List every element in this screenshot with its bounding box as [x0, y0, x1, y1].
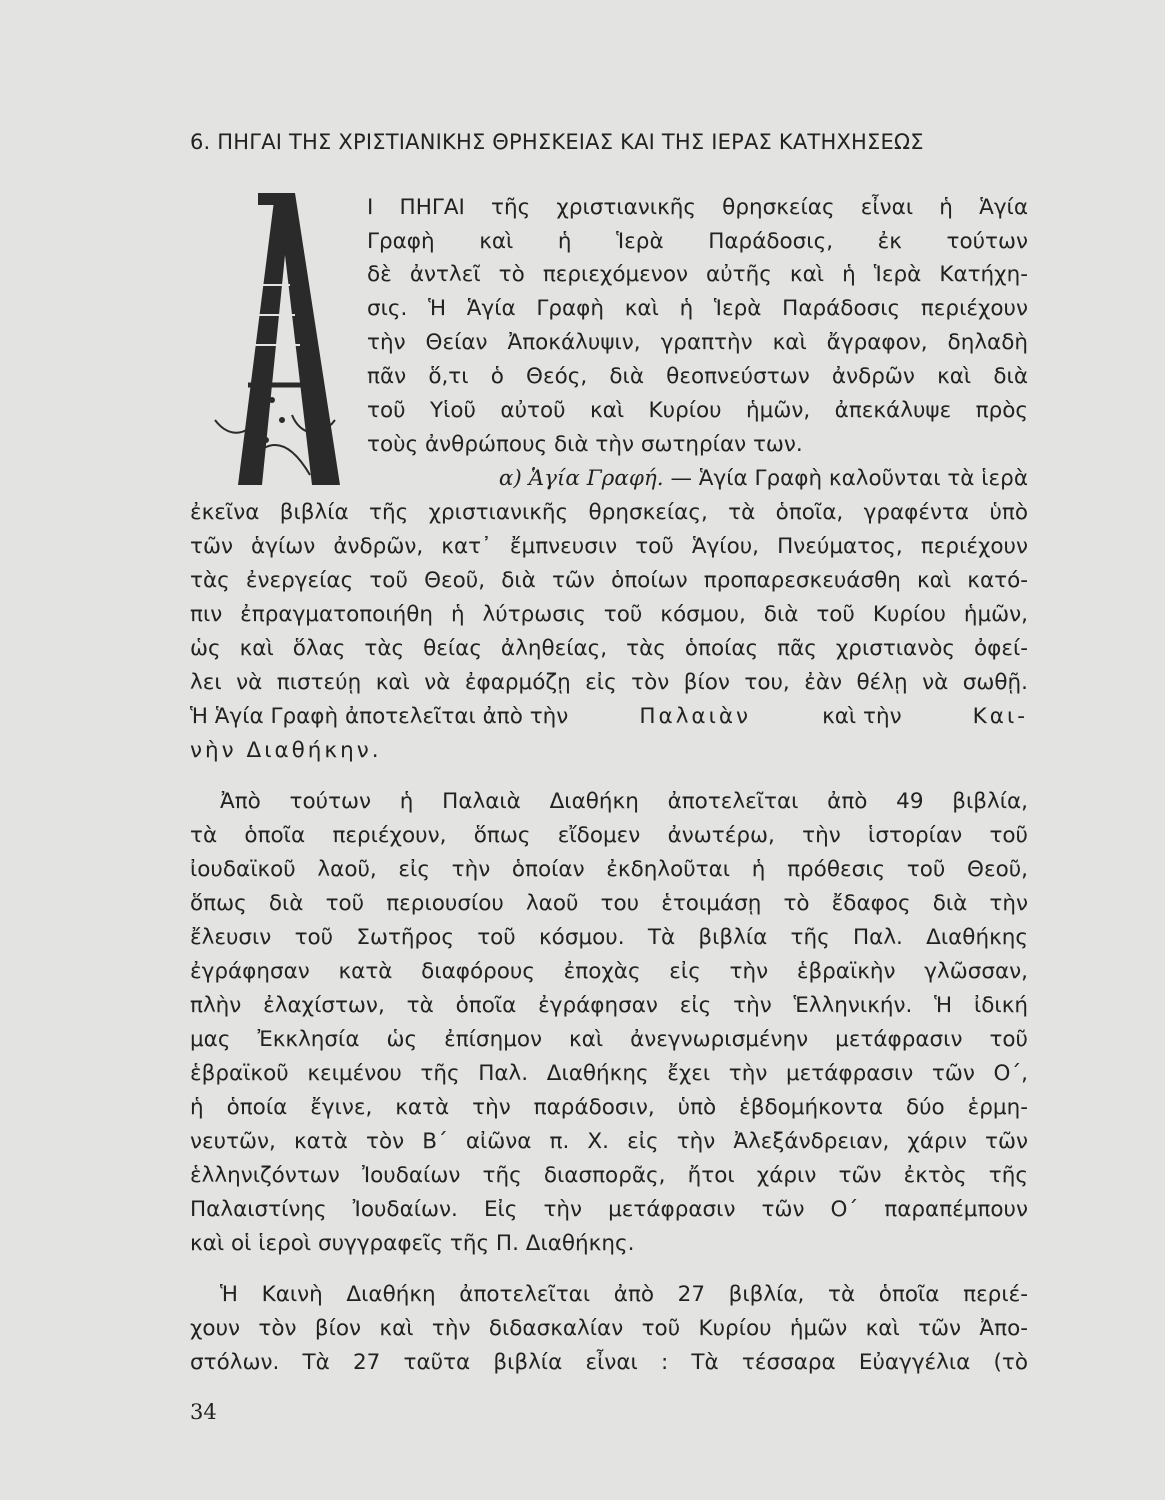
text-fragment: Ἡ Ἁγία Γραφὴ ἀποτελεῖται ἀπὸ τὴν — [190, 704, 569, 729]
text-line: ἐγράφησαν κατὰ διαφόρους ἐποχὰς εἰς τὴν ἑβραϊκὴν γλῶσσαν, — [190, 959, 1028, 984]
text-line: στόλων. Τὰ 27 ταῦτα βιβλία εἶναι : Τὰ τέσσαρα Εὐαγγέλια (τὸ — [190, 1350, 1028, 1375]
text-line: ἑβραϊκοῦ κειμένου τῆς Παλ. Διαθήκης ἔχει τὴν μετάφρασιν τῶν Ο΄, — [190, 1061, 1028, 1086]
text-line: χουν τὸν βίον καὶ τὴν διδασκαλίαν τοῦ Κυρίου ἡμῶν καὶ τῶν Ἀπο- — [190, 1316, 1028, 1341]
text-line: λει νὰ πιστεύῃ καὶ νὰ ἐφαρμόζῃ εἰς τὸν βίον του, ἐὰν θέλῃ νὰ σωθῇ. — [190, 670, 1028, 695]
text-line: πᾶν ὅ,τι ὁ Θεός, διὰ θεοπνεύστων ἀνδρῶν καὶ διὰ — [367, 364, 1028, 389]
text-line: ἰουδαϊκοῦ λαοῦ, εἰς τὴν ὁποίαν ἐκδηλοῦται ἡ πρόθεσις τοῦ Θεοῦ, — [190, 857, 1028, 882]
subsection-label: α) Ἁγία Γραφή. — [498, 466, 664, 491]
ornament-initial-icon — [200, 185, 350, 495]
text-line: Παλαιστίνης Ἰουδαίων. Εἰς τὴν μετάφρασιν τῶν Ο΄ παραπέμπουν — [190, 1197, 1028, 1222]
text-line: ἡ ὁποία ἔγινε, κατὰ τὴν παράδοσιν, ὑπὸ ἑβδομήκοντα δύο ἑρμη- — [190, 1095, 1028, 1120]
subsection-text: — Ἁγία Γραφὴ καλοῦνται τὰ ἱερὰ — [663, 466, 1028, 491]
text-line: Ἀπὸ τούτων ἡ Παλαιὰ Διαθήκη ἀποτελεῖται ἀπὸ 49 βιβλία, — [220, 789, 1028, 814]
text-line: Ι ΠΗΓΑΙ τῆς χριστιανικῆς θρησκείας εἶναι ἡ Ἁγία — [367, 195, 1028, 220]
decorated-initial-letter — [200, 185, 350, 495]
text-fragment-spaced: Και- — [972, 704, 1028, 729]
text-line: τῶν ἁγίων ἀνδρῶν, κατ᾿ ἔμπνευσιν τοῦ Ἁγίου, Πνεύματος, περιέχουν — [190, 534, 1028, 559]
text-line: τοῦ Υἱοῦ αὐτοῦ καὶ Κυρίου ἡμῶν, ἀπεκάλυψε πρὸς — [367, 398, 1028, 423]
text-line: μας Ἐκκλησία ὡς ἐπίσημον καὶ ἀνεγνωρισμένην μετάφρασιν τοῦ — [190, 1027, 1028, 1052]
text-line: ἐκεῖνα βιβλία τῆς χριστιανικῆς θρησκείας, τὰ ὁποῖα, γραφέντα ὑπὸ — [190, 500, 1028, 525]
text-line: Ἡ Καινὴ Διαθήκη ἀποτελεῖται ἀπὸ 27 βιβλία, τὰ ὁποῖα περιέ- — [220, 1282, 1028, 1307]
text-line: Γραφὴ καὶ ἡ Ἱερὰ Παράδοσις, ἐκ τούτων — [367, 229, 1028, 254]
text-fragment: καὶ τὴν — [822, 704, 902, 729]
text-line: τὰ ὁποῖα περιέχουν, ὅπως εἴδομεν ἀνωτέρω, τὴν ἱστορίαν τοῦ — [190, 823, 1028, 848]
text-line: ἔλευσιν τοῦ Σωτῆρος τοῦ κόσμου. Τὰ βιβλία τῆς Παλ. Διαθήκης — [190, 925, 1028, 950]
text-fragment-spaced: Παλαιὰν — [639, 704, 752, 729]
section-heading: 6. ΠΗΓΑΙ ΤΗΣ ΧΡΙΣΤΙΑΝΙΚΗΣ ΘΡΗΣΚΕΙΑΣ ΚΑΙ ΤΗΣ ΙΕΡΑΣ ΚΑΤΗΧΗΣΕΩΣ — [190, 130, 924, 154]
text-line: τὰς ἐνεργείας τοῦ Θεοῦ, διὰ τῶν ὁποίων προπαρεσκευάσθη καὶ κατό- — [190, 568, 1028, 593]
text-line: ὅπως διὰ τοῦ περιουσίου λαοῦ του ἑτοιμάσῃ τὸ ἔδαφος διὰ τὴν — [190, 891, 1028, 916]
text-line: πλὴν ἐλαχίστων, τὰ ὁποῖα ἐγράφησαν εἰς τὴν Ἑλληνικήν. Ἡ ἰδική — [190, 993, 1028, 1018]
text-line: καὶ οἱ ἱεροὶ συγγραφεῖς τῆς Π. Διαθήκης. — [190, 1231, 635, 1256]
text-line: πιν ἐπραγματοποιήθη ἡ λύτρωσις τοῦ κόσμου, διὰ τοῦ Κυρίου ἡμῶν, — [190, 602, 1028, 627]
text-line: δὲ ἀντλεῖ τὸ περιεχόμενον αὐτῆς καὶ ἡ Ἱερὰ Κατήχη- — [367, 262, 1028, 287]
page-number: 34 — [190, 1400, 217, 1424]
text-line — [190, 700, 1028, 733]
text-line: ὡς καὶ ὅλας τὰς θείας ἀληθείας, τὰς ὁποίας πᾶς χριστιανὸς ὀφεί- — [190, 636, 1028, 661]
text-line: ἑλληνιζόντων Ἰουδαίων τῆς διασπορᾶς, ἤτοι χάριν τῶν ἐκτὸς τῆς — [190, 1163, 1028, 1188]
subsection-line — [405, 462, 1028, 495]
text-line: τὴν Θείαν Ἀποκάλυψιν, γραπτὴν καὶ ἄγραφον, δηλαδὴ — [367, 330, 1028, 355]
text-line: σις. Ἡ Ἁγία Γραφὴ καὶ ἡ Ἱερὰ Παράδοσις περιέχουν — [367, 296, 1028, 321]
text-line: τοὺς ἀνθρώπους διὰ τὴν σωτηρίαν των. — [367, 432, 803, 457]
text-line: νευτῶν, κατὰ τὸν Β΄ αἰῶνα π. Χ. εἰς τὴν Ἀλεξάνδρειαν, χάριν τῶν — [190, 1129, 1028, 1154]
text-line: νὴν Διαθήκην. — [190, 738, 382, 763]
